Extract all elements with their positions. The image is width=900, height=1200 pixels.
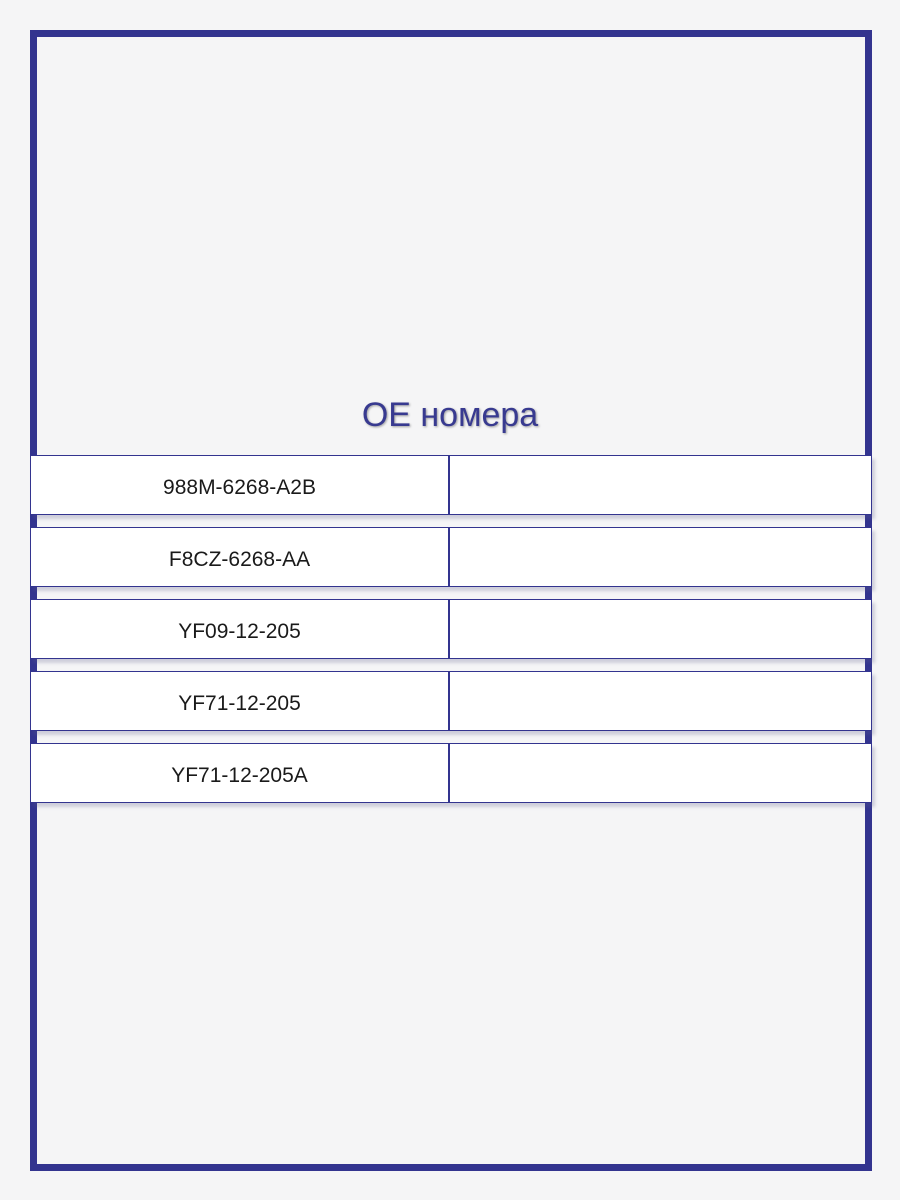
table-row <box>30 599 872 659</box>
empty-cell <box>450 600 871 658</box>
oe-numbers-table <box>30 455 872 815</box>
table-row <box>30 671 872 731</box>
empty-cell <box>450 744 871 802</box>
page-title: OE номера <box>361 396 539 434</box>
oe-number-cell: 988M-6268-A2B <box>31 456 450 514</box>
empty-cell <box>450 528 871 586</box>
oe-number-cell: YF09-12-205 <box>31 600 450 658</box>
empty-cell <box>450 672 871 730</box>
empty-cell <box>450 456 871 514</box>
oe-number-cell: F8CZ-6268-AA <box>31 528 450 586</box>
oe-number-cell: YF71-12-205A <box>31 744 450 802</box>
table-row <box>30 743 872 803</box>
oe-number-cell: YF71-12-205 <box>31 672 450 730</box>
table-row <box>30 455 872 515</box>
table-row <box>30 527 872 587</box>
